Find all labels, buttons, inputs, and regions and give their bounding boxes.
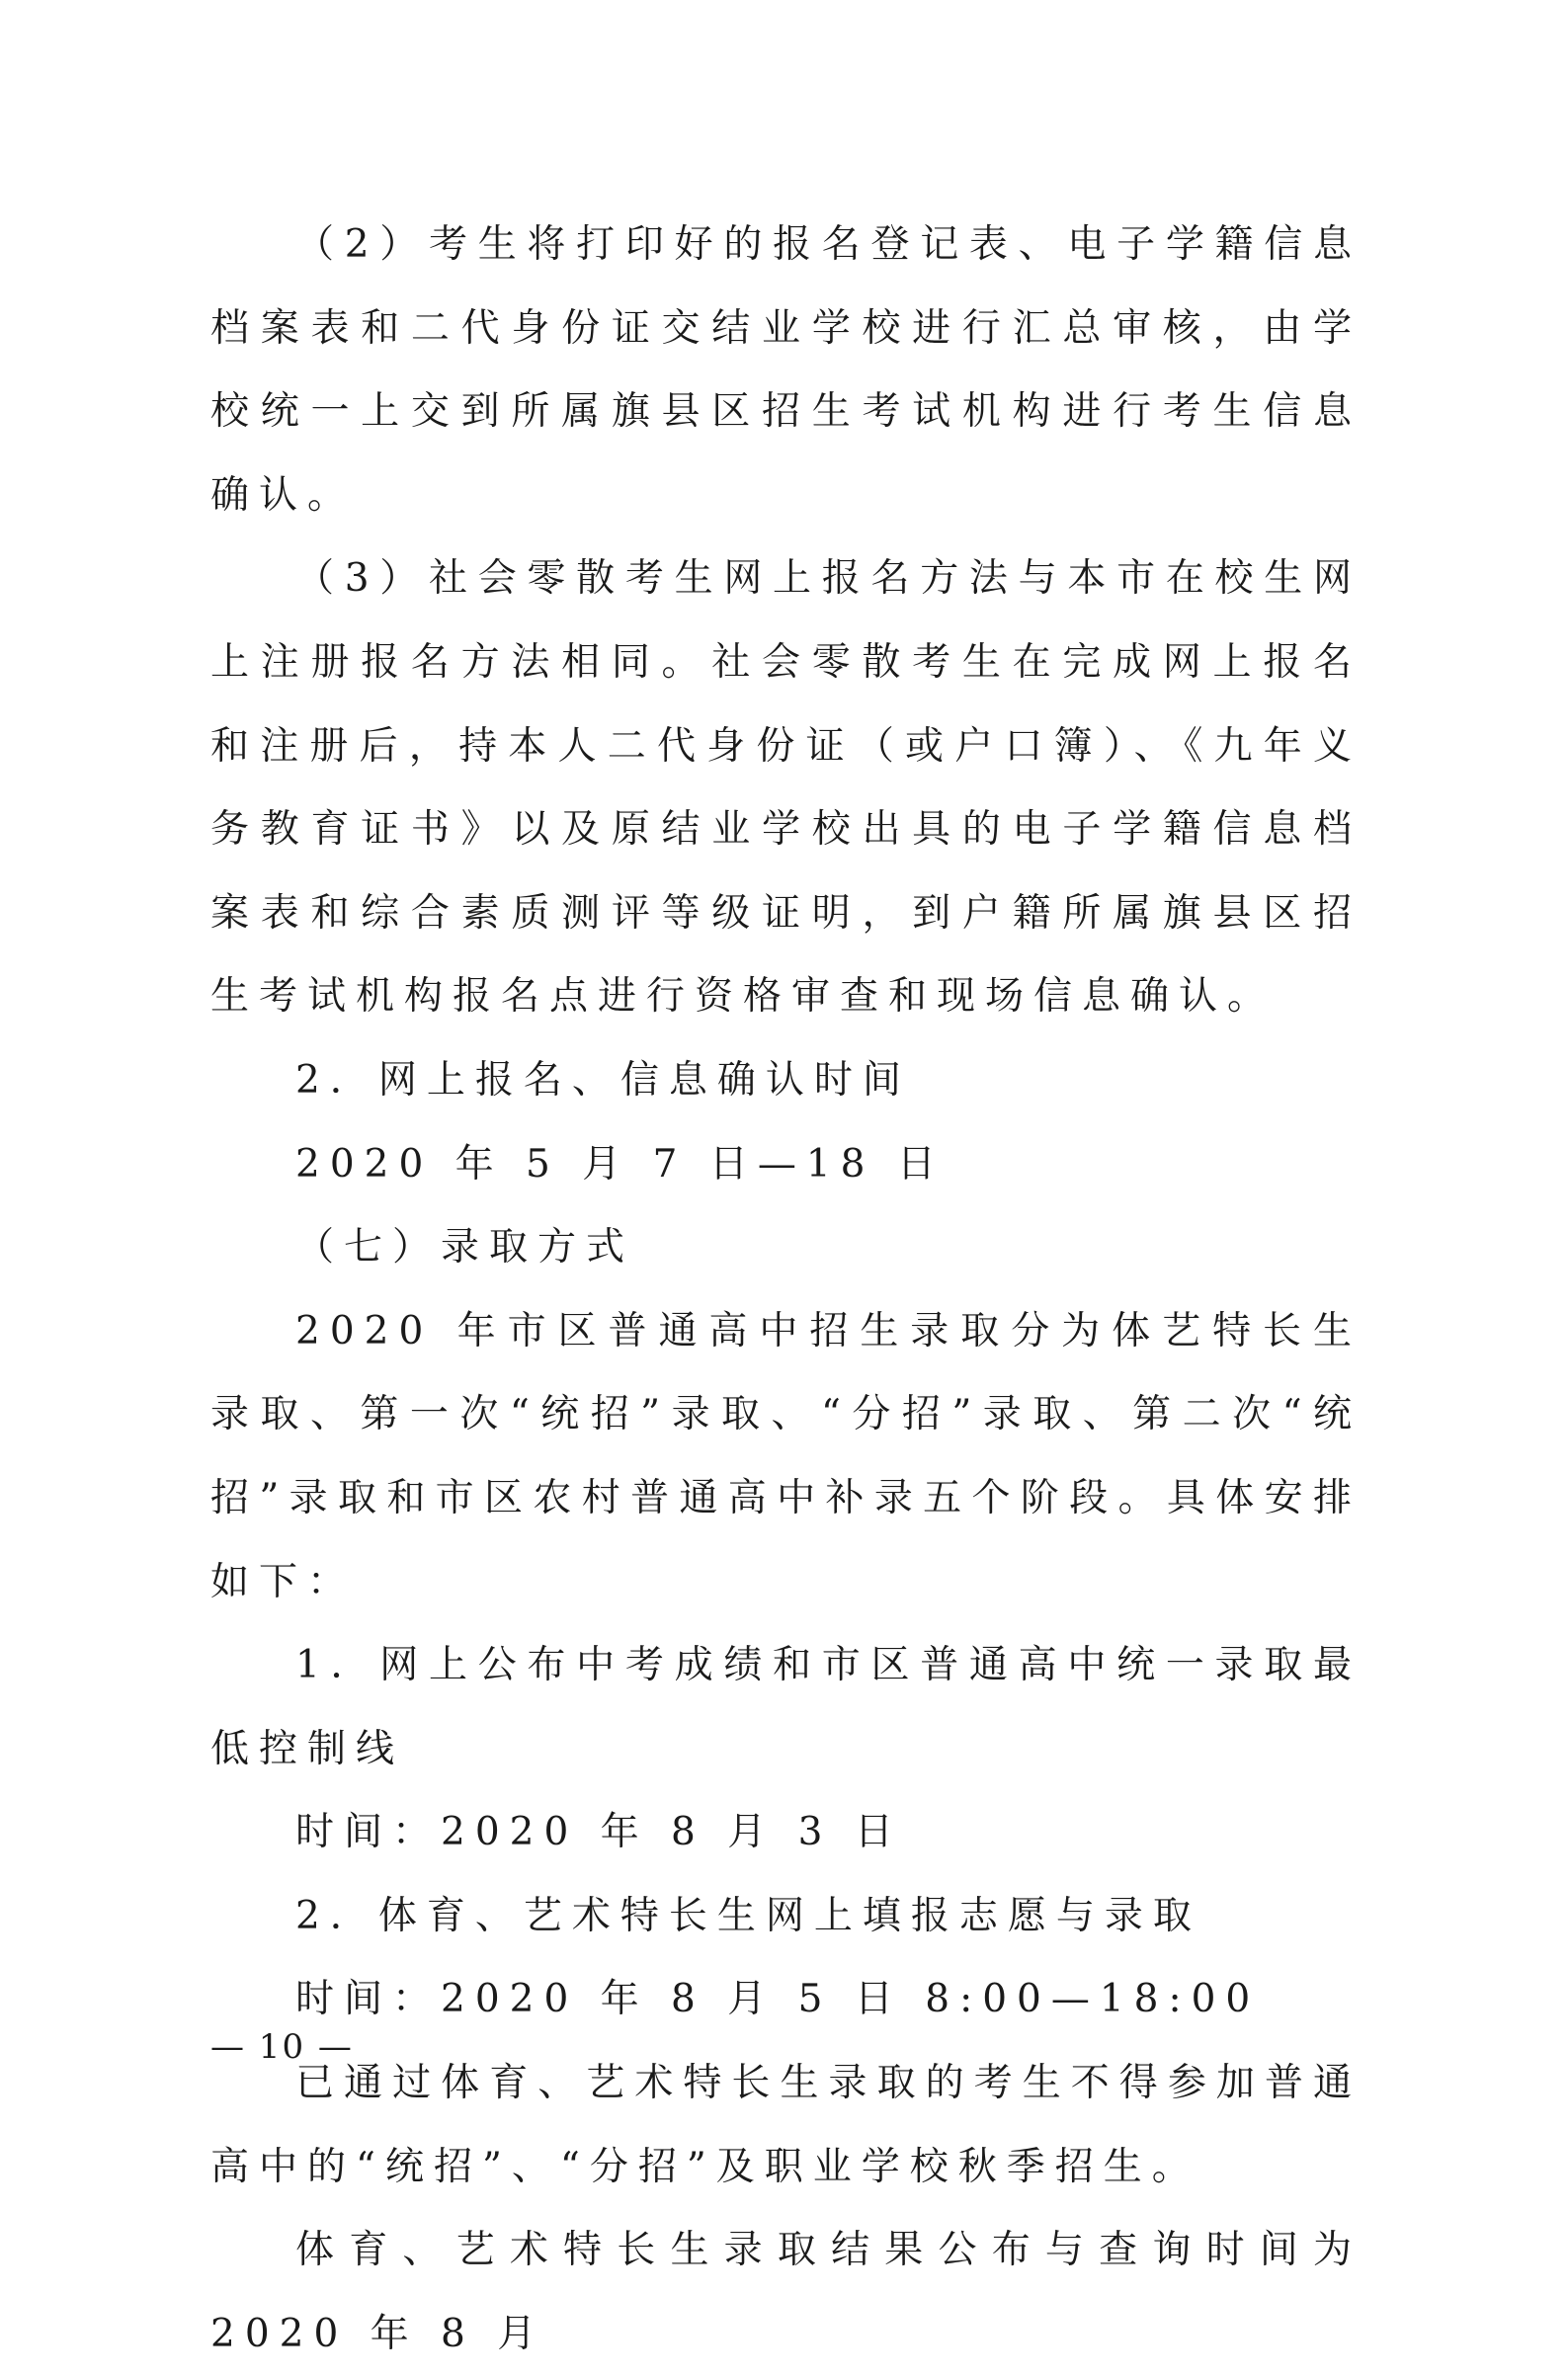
heading-score-release: 1．网上公布中考成绩和市区普通高中统一录取最低控制线 xyxy=(210,1643,1362,1771)
paragraph-form-submission: （2）考生将打印好的报名登记表、电子学籍信息档案表和二代身份证交结业学校进行汇总审核，由学校统一上交到所属旗县区招生考试机构进行考生信息确认。 xyxy=(210,222,1362,518)
heading-specialty-admission: 2．体育、艺术特长生网上填报志愿与录取 xyxy=(295,1893,1201,1938)
score-release-date: 时间：2020 年 8 月 3 日 xyxy=(295,1810,903,1855)
heading-admission-method: （七）录取方式 xyxy=(295,1225,635,1270)
paragraph-social-candidates: （3）社会零散考生网上报名方法与本市在校生网上注册报名方法相同。社会零散考生在完成网上报名和注册后，持本人二代身份证（或户口簿）、《九年义务教育证书》以及原结业学校出具的电子学籍信息档案表和综合素质测评等级证明，到户籍所属旗县区招生考试机构报名点进行资格审查和现场信息确认。 xyxy=(210,556,1362,1020)
paragraph-admission-stages: 2020 年市区普通高中招生录取分为体艺特长生录取、第一次“统招”录取、“分招”录取、第二次“统招”录取和市区农村普通高中补录五个阶段。具体安排如下： xyxy=(210,1308,1362,1604)
paragraph-specialty-restriction: 已通过体育、艺术特长生录取的考生不得参加普通高中的“统招”、“分招”及职业学校秋季招生。 xyxy=(210,2061,1362,2189)
paragraph-specialty-results: 体育、艺术特长生录取结果公布与查询时间为 2020 年 8 月 xyxy=(210,2228,1362,2356)
specialty-admission-date: 时间：2020 年 8 月 5 日 8:00—18:00 xyxy=(295,1977,1261,2022)
heading-registration-time: 2．网上报名、信息确认时间 xyxy=(295,1057,911,1103)
page-number: — 10 — xyxy=(210,2027,354,2067)
registration-date: 2020 年 5 月 7 日—18 日 xyxy=(295,1141,946,1187)
body-text xyxy=(210,204,1362,2376)
